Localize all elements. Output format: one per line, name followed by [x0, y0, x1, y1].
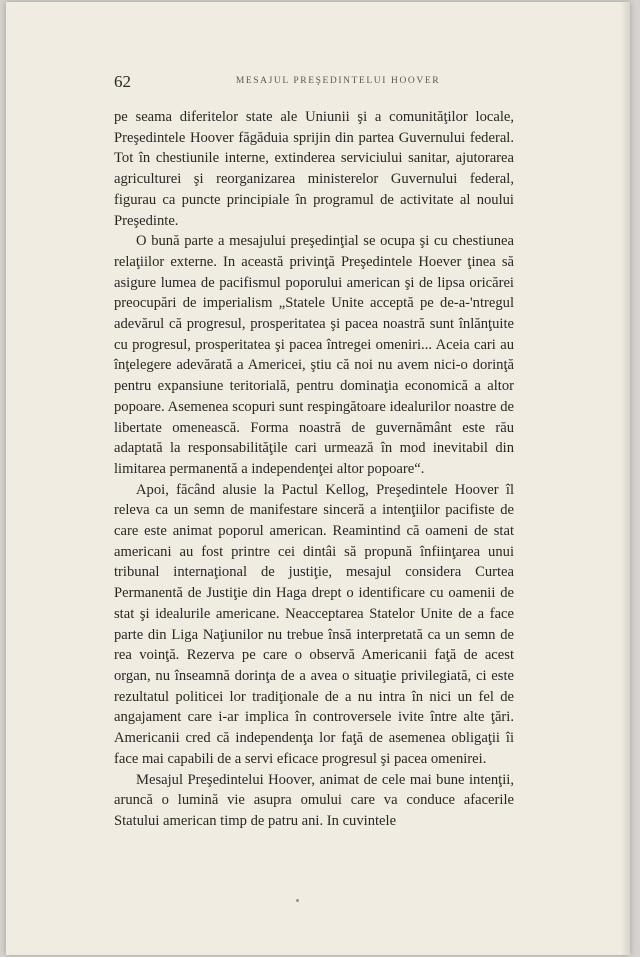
running-head: MESAJUL PREŞEDINTELUI HOOVER	[235, 76, 441, 86]
paragraph: Mesajul Preşedintelui Hoover, animat de cele mai bune intenţii, aruncă o lumină vie asupra omului care va conduce afacerile Statului american timp de patru ani. In cuvintele	[114, 771, 514, 829]
paragraph: O bună parte a mesajului preşedinţial se ocupa şi cu chestiunea relaţiilor externe. In această privinţă Preşedintele Hoever ţinea să asigure lumea de pacifismul poporului american şi de lipsa oricărei preocupări de imperialism „Statele Unite acceptă pe de-a-'ntregul adevărul că progresul, prosperitatea şi pacea noastră sunt înlănţuite cu progresul, prosperitatea şi pacea întregei omeniri... Aceia cari au înţelegere adevărată a Americei, ştiu că noi nu avem nici-o dorinţă pentru expansiune teritorială, pentru dominaţia economică a altor popoare. Asemenea scopuri sunt respingătoare idealurilor noastre de libertate omenească. Forma noastră de guvernământ este rău adaptată la responsabilităţile cari urmează în mod inevitabil din limitarea permanentă a independenţei altor popoare“.	[114, 233, 514, 477]
page-header	[6, 2, 630, 122]
paragraph: Apoi, făcând alusie la Pactul Kellog, Preşedintele Hoover îl releva ca un semn de manifestare sinceră a intenţiilor pacifiste de care este animat poporul american. Reamintind că oameni de stat americani au fost printre cei dintâi să propună înfiinţarea unui tribunal internaţional de justiţie, mesajul considera Curtea Permanentă de Justiţie din Haga drept o identificare cu oamenii de stat şi idealurile americane. Neacceptarea Statelor Unite de a face parte din Liga Naţiunilor nu trebue însă interpretată ca un semn de rea voinţă. Rezerva pe care o observă Americanii faţă de acest organ, nu înseamnă dorinţa de a avea o situaţie privilegiată, ci este rezultatul politicei lor tradiţionale de a nu intra în nici un fel de angajament care i-ar implica în controversele ivite între alte ţări. Americanii cred că independenţa lor faţă de asemenea obligaţii îi face mai capabili de a servi eficace progresul şi pacea omenirei.	[114, 481, 514, 767]
page-edge-shadow	[620, 2, 630, 955]
book-page	[6, 2, 630, 955]
paper-speck	[296, 899, 299, 902]
body-text	[114, 107, 514, 832]
page-number: 62	[114, 72, 131, 91]
paragraph: pe seama diferitelor state ale Uniunii şi a comunităţilor locale, Preşedintele Hoover făgăduia sprijin din partea Guvernului federal. Tot în chestiunile interne, extinderea serviciului sanitar, ajutorarea agriculturei şi reorganizarea ministerelor Guvernului federal, figurau ca puncte principiale în programul de activitate al noului Preşedinte.	[114, 109, 514, 229]
